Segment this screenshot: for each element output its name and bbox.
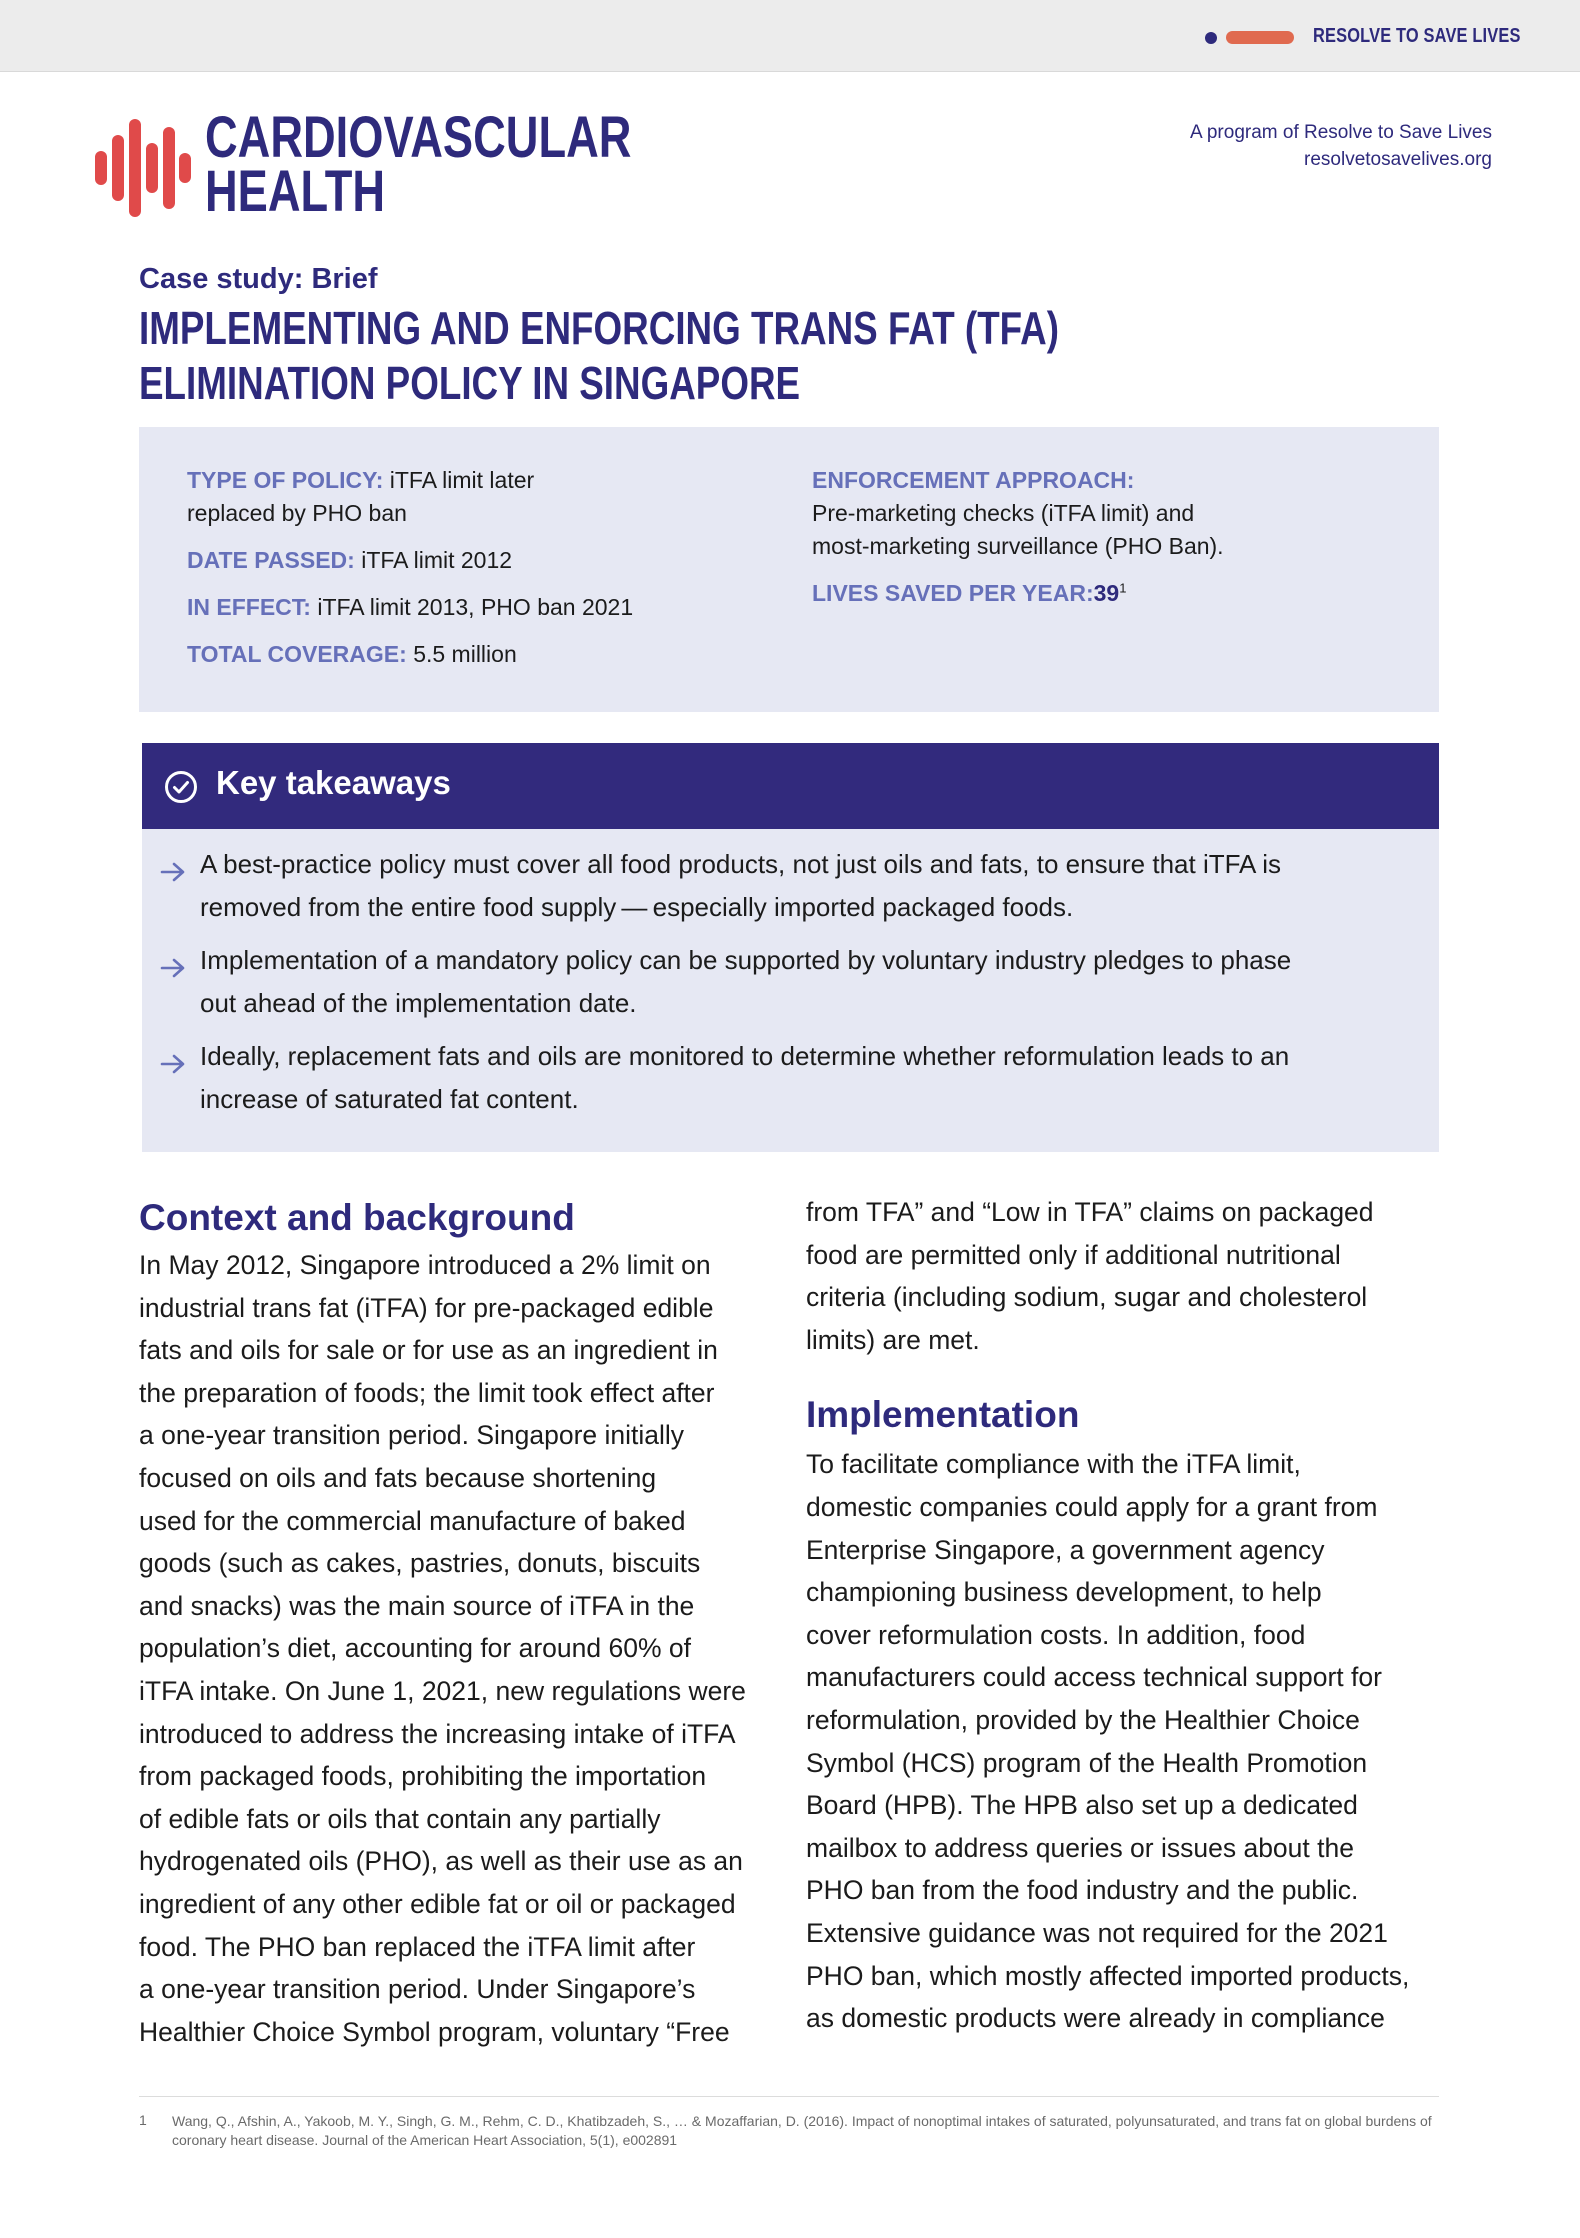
right-column xyxy=(806,1191,1446,2040)
policy-effect xyxy=(187,591,747,624)
arrow-right-icon xyxy=(160,957,186,979)
logo-title xyxy=(205,105,632,224)
case-label: Case study: Brief xyxy=(139,263,378,295)
logo-title-line1: CARDIOVASCULAR xyxy=(205,105,632,170)
arrow-right-icon xyxy=(160,1053,186,1075)
policy-left-column xyxy=(187,464,747,671)
takeaway-line: out ahead of the implementation date. xyxy=(200,988,637,1018)
takeaway-line: Implementation of a mandatory policy can be supported by voluntary industry pledges to phase xyxy=(200,945,1292,975)
program-url[interactable]: resolvetosavelives.org xyxy=(1304,149,1492,170)
key-takeaways-header xyxy=(142,743,1439,829)
policy-coverage-value: 5.5 million xyxy=(413,641,517,667)
brand-dot xyxy=(1205,32,1217,44)
policy-type-label: TYPE OF POLICY: xyxy=(187,467,384,493)
context-section xyxy=(139,1196,779,2053)
heartbeat-bars-icon xyxy=(95,119,191,217)
brand-pill xyxy=(1226,31,1294,44)
program-line: A program of Resolve to Save Lives xyxy=(1189,122,1492,143)
context-heading: Context and background xyxy=(139,1197,575,1238)
policy-right-column xyxy=(812,464,1412,610)
policy-type-value-2: replaced by PHO ban xyxy=(187,500,407,526)
takeaway-text xyxy=(200,939,1400,1025)
key-takeaways-title: Key takeaways xyxy=(216,764,451,801)
policy-date-value: iTFA limit 2012 xyxy=(361,547,513,573)
policy-coverage-label: TOTAL COVERAGE: xyxy=(187,641,407,667)
takeaway-text xyxy=(200,843,1400,929)
brand-name: RESOLVE TO SAVE LIVES xyxy=(1313,25,1521,47)
policy-effect-value: iTFA limit 2013, PHO ban 2021 xyxy=(317,594,634,620)
policy-date-label: DATE PASSED: xyxy=(187,547,355,573)
policy-enforcement-label: ENFORCEMENT APPROACH: xyxy=(812,467,1135,493)
footnote-ref[interactable]: 1 xyxy=(1119,580,1127,596)
policy-effect-label: IN EFFECT: xyxy=(187,594,311,620)
footnote-number: 1 xyxy=(139,2112,147,2128)
logo-title-line2: HEALTH xyxy=(205,159,386,224)
takeaway-line: removed from the entire food supply — especially imported packaged foods. xyxy=(200,892,1074,922)
context-text: In May 2012, Singapore introduced a 2% limit on industrial trans fat (iTFA) for pre-packaged edible fats and oils for sale or for use as an ingredient in the preparation of foods; the limit took effect after a one-year transition period. Singapore initially focused on oils and fats because shortening used for the commercial manufacture of baked goods (such as cakes, pastries, donuts, biscuits and snacks) was the main source of iTFA in the population’s diet, accounting for around 60% of iTFA intake. On June 1, 2021, new regulations were introduced to address the increasing intake of iTFA from packaged foods, prohibiting the importation of edible fats or oils that contain any partially hydrogenated oils (PHO), as well as their use as an ingredient of any other edible fat or oil or packaged food. The PHO ban replaced the iTFA limit after a one-year transition period. Under Singapore’s Healthier Choice Symbol program, voluntary “Free xyxy=(139,1250,746,2047)
takeaway-line: Ideally, replacement fats and oils are monitored to determine whether reformulation leads to an xyxy=(200,1041,1290,1071)
title-line1: IMPLEMENTING AND ENFORCING TRANS FAT (TFA) xyxy=(139,302,1059,354)
policy-date xyxy=(187,544,747,577)
footnote-text: Wang, Q., Afshin, A., Yakoob, M. Y., Singh, G. M., Rehm, C. D., Khatibzadeh, S., … & Mozaffarian, D. (2016). Impact of nonoptimal intakes of saturated, polyunsaturated, and trans fat on global burdens of coronary heart disease. Journal of the American Heart Association, 5(1), e002891 xyxy=(172,2113,1432,2148)
takeaway-text xyxy=(200,1035,1400,1121)
page-title xyxy=(139,301,1059,411)
key-takeaways-list xyxy=(142,829,1439,1152)
policy-type xyxy=(187,464,747,530)
top-bar xyxy=(0,0,1580,72)
title-line2: ELIMINATION POLICY IN SINGAPORE xyxy=(139,357,801,409)
policy-lives-label: LIVES SAVED PER YEAR: xyxy=(812,580,1094,606)
check-circle-icon xyxy=(164,770,198,804)
policy-enforcement xyxy=(812,464,1412,563)
program-info xyxy=(1190,119,1492,173)
policy-enforcement-value-1: Pre-marketing checks (iTFA limit) and xyxy=(812,500,1195,526)
footnote-divider xyxy=(139,2096,1439,2097)
takeaway-line: A best-practice policy must cover all food products, not just oils and fats, to ensure that iTFA is xyxy=(200,849,1281,879)
implementation-text: To facilitate compliance with the iTFA limit, domestic companies could apply for a grant from Enterprise Singapore, a government agency championing business development, to help cover reformulation costs. In addition, food manufacturers could access technical support for reformulation, provided by the Healthier Choice Symbol (HCS) program of the Health Promotion Board (HPB). The HPB also set up a dedicated mailbox to address queries or issues about the PHO ban from the food industry and the public. Extensive guidance was not required for the 2021 PHO ban, which mostly affected imported products, as domestic products were already in compliance xyxy=(806,1449,1410,2034)
policy-lives xyxy=(812,577,1412,610)
implementation-heading: Implementation xyxy=(806,1394,1080,1436)
context-text-continued: from TFA” and “Low in TFA” claims on packaged food are permitted only if additional nutritional criteria (including sodium, sugar and cholesterol limits) are met. xyxy=(806,1197,1374,1355)
policy-type-value: iTFA limit later xyxy=(389,467,535,493)
arrow-right-icon xyxy=(160,861,186,883)
takeaway-line: increase of saturated fat content. xyxy=(200,1084,579,1114)
policy-info-box xyxy=(139,427,1439,712)
policy-enforcement-value-2: most-marketing surveillance (PHO Ban). xyxy=(812,533,1224,559)
policy-coverage xyxy=(187,638,747,671)
policy-lives-value: 39 xyxy=(1093,580,1120,606)
